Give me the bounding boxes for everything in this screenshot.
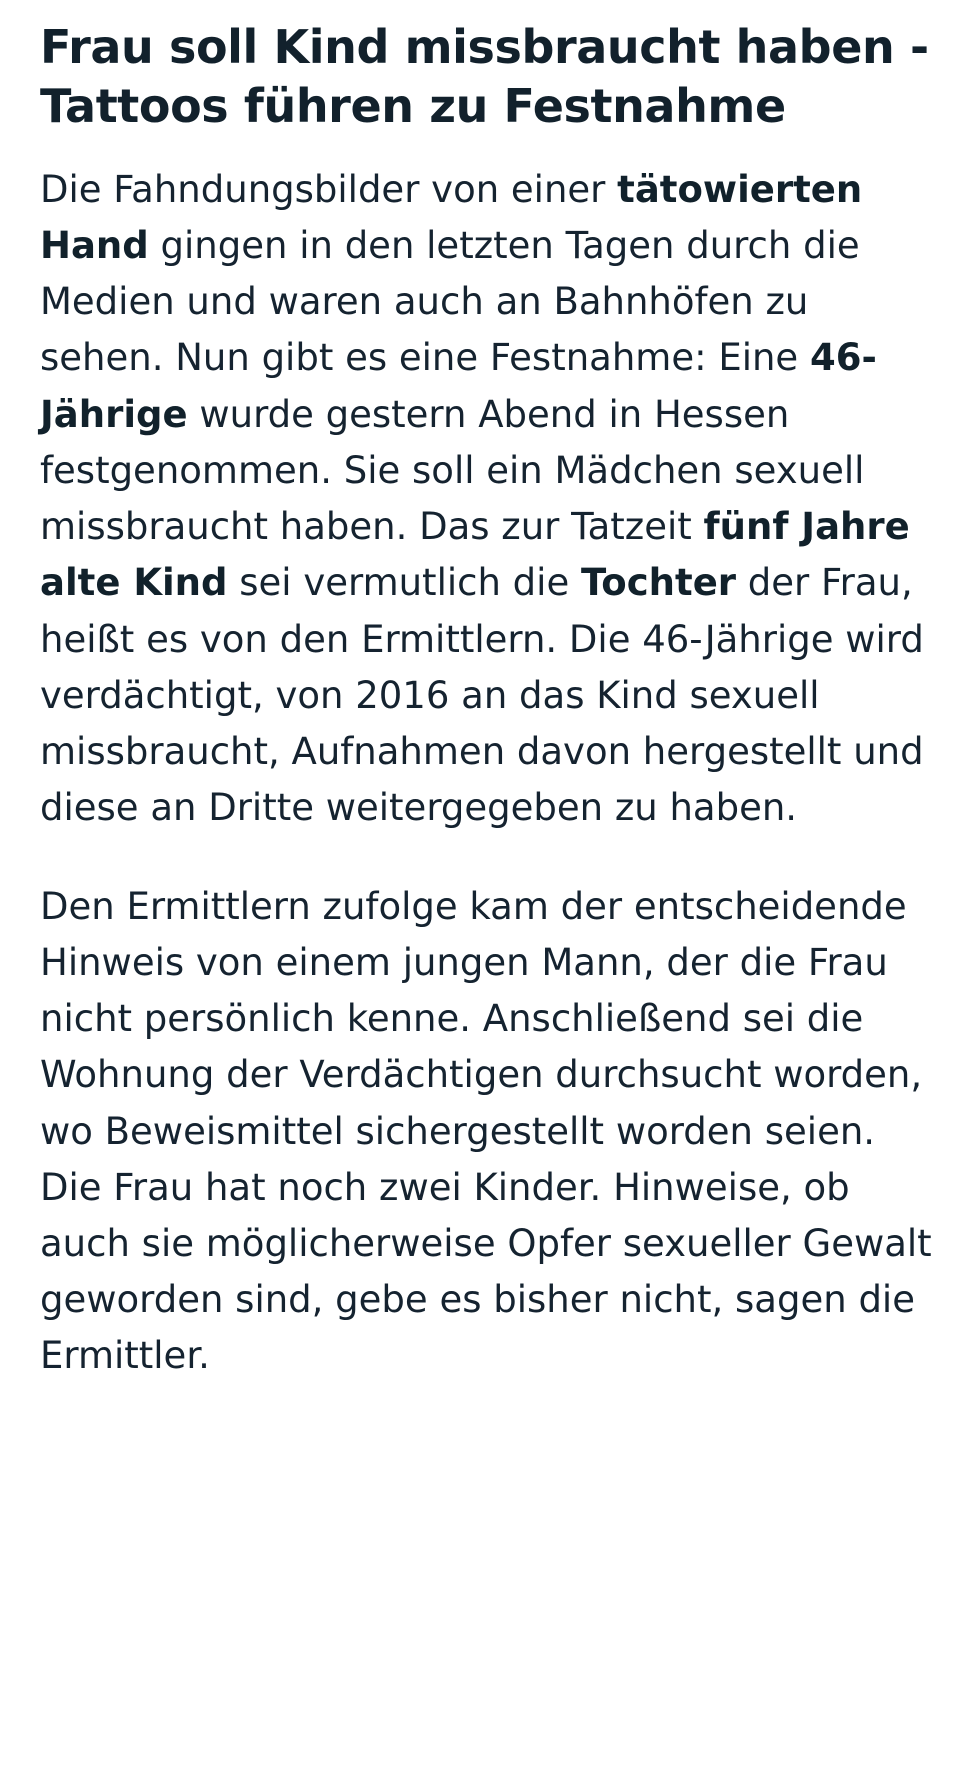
emphasis-text: fünf Jahre alte Kind xyxy=(40,505,910,605)
body-text: Die Fahndungsbilder von einer xyxy=(40,167,618,211)
body-text: gingen in den letzten Tagen durch die Medien und waren auch an Bahnhöfen zu sehen. Nun gibt es eine Festnahme: Eine xyxy=(40,223,860,380)
emphasis-text: Tochter xyxy=(580,561,737,605)
emphasis-text: tätowierten Hand xyxy=(40,167,863,267)
body-text: wurde gestern Abend in Hessen festgenommen. Sie soll ein Mädchen sexuell missbraucht haben. Das zur Tatzeit xyxy=(40,392,865,549)
paragraph-1 xyxy=(40,162,932,837)
emphasis-text: 46-Jährige xyxy=(40,336,877,436)
body-text: sei vermutlich die xyxy=(227,561,581,605)
page-title: Frau soll Kind missbraucht haben - Tattoos führen zu Festnahme xyxy=(40,20,929,133)
paragraph-2 xyxy=(40,879,932,1385)
body-text: Den Ermittlern zufolge kam der entscheidende Hinweis von einem jungen Mann, der die Frau nicht persönlich kenne. Anschließend sei die Wohnung der Verdächtigen durchsucht worden, wo Beweismittel sichergestellt worden seien. Die Frau hat noch zwei Kinder. Hinweise, ob auch sie möglicherweise Opfer sexueller Gewalt geworden sind, gebe es bisher nicht, sagen die Ermittler. xyxy=(40,884,932,1378)
body-text: der Frau, heißt es von den Ermittlern. Die 46-Jährige wird verdächtigt, von 2016 an das Kind sexuell missbraucht, Aufnahmen davon hergestellt und diese an Dritte weitergegeben zu haben. xyxy=(40,561,924,830)
article-body xyxy=(40,162,932,1385)
